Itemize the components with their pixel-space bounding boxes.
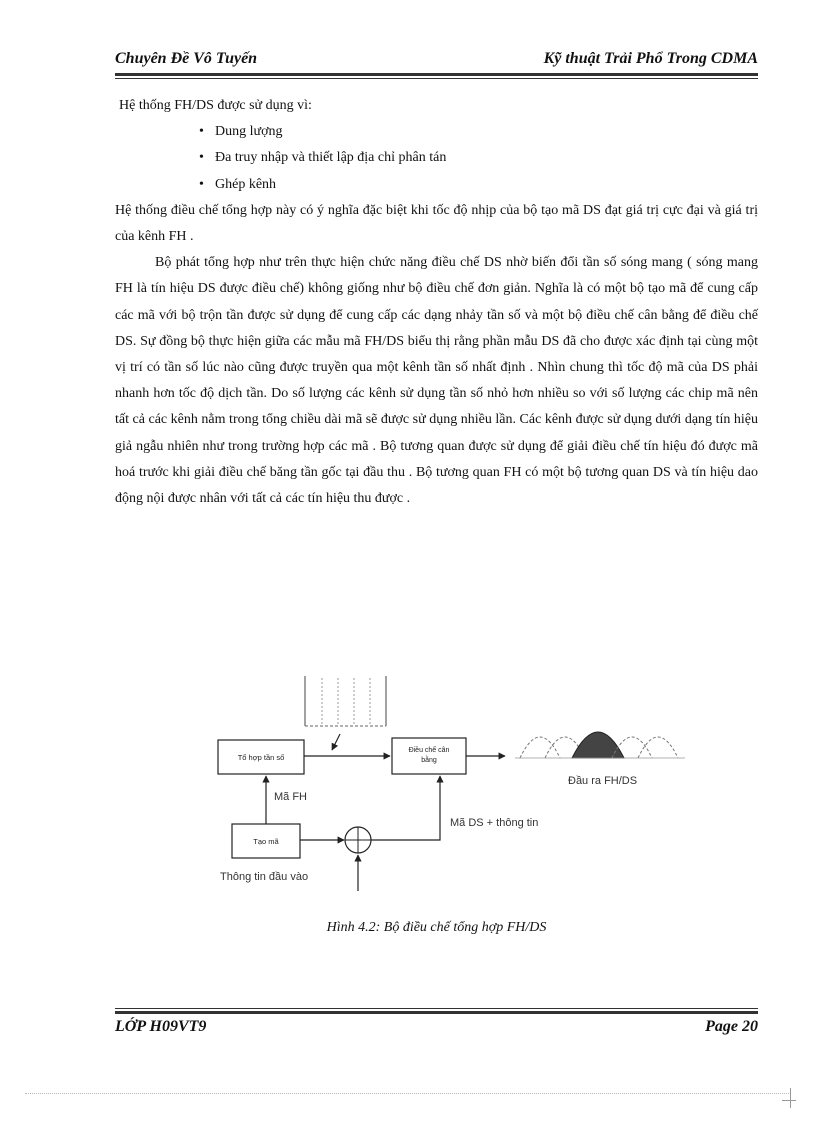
fh-ds-modulator-diagram [210,676,690,896]
footer-rule-thin [115,1008,758,1009]
balanced-modulator-box [392,738,466,774]
bullet-item: • Dung lượng [203,119,758,145]
fh-code-label: Mã FH [274,791,307,803]
header-left-title: Chuyên Đề Vô Tuyến [115,50,258,67]
footer-class: LỚP H09VT9 [115,1018,207,1035]
mixer-to-mod-line [371,776,440,840]
page-header [115,50,758,72]
footer-page-number: Page 20 [705,1018,758,1035]
body-text [115,93,758,512]
input-label: Thông tin đầu vào [220,871,309,883]
modulator-label-1: Điều chế cân [408,747,450,754]
header-right-title: Kỹ thuật Trải Phổ Trong CDMA [543,50,758,67]
synthesizer-label: Tổ hợp tần số [237,753,285,762]
header-rule-thin [115,78,758,79]
intro-line: Hệ thống FH/DS được sử dụng vì: [119,98,312,113]
bars-arrow [332,734,340,750]
paragraph-1: Hệ thống điều chế tổng hợp này có ý nghĩa đặc biệt khi tốc độ nhịp của bộ tạo mã DS đạt giá trị cực đại và giá trị của kênh FH . [115,202,758,245]
bullet-list [115,119,758,198]
code-generator-label: Tạo mã [253,837,279,846]
output-spectrum [515,732,685,758]
crop-mark-vertical [790,1088,791,1108]
bullet-item: • Đa truy nhập và thiết lập địa chỉ phân tán [203,145,758,171]
page-footer [115,1018,758,1040]
paragraph-2: Bộ phát tổng hợp như trên thực hiện chức năng điều chế DS nhờ biến đổi tần số sóng mang ( sóng mang FH là tín hiệu DS được điều chế) không giống như bộ điều chế đơn giản. Nghĩa là có một bộ tạo mã để cung cấp các mã với bộ trộn tần được sử dụng để cung cấp các dạng nhảy tần số và một bộ điều chế cân bằng để điều chế DS. Sự đồng bộ thực hiện giữa các mẫu mã FH/DS biểu thị rằng phần mẫu DS đã cho được xác định tại cùng một vị trí có tần số lúc nào cũng được truyền qua một kênh tần số nhất định . Nhìn chung thì tốc độ mã của DS phải nhanh hơn tốc độ dịch tần. Do số lượng các kênh sử dụng tần số nhỏ hơn nhiều so với số lượng các chip mã nên tất cả các kênh nằm trong tổng chiều dài mã sẽ được sử dụng nhiều lần. Các kênh được sử dụng dưới dạng tín hiệu giả ngẫu nhiên như trong trường hợp các mã . Bộ tương quan được sử dụng để giải điều chế tín hiệu đó được mã hoá trước khi giải điều chế băng tần gốc tại đầu thu . Bộ tương quan FH có một bộ tương quan DS và tín hiệu dao động nội được nhân với tất cả các tín hiệu thu được . [115,255,758,507]
figure-caption: Hình 4.2: Bộ điều chế tổng hợp FH/DS [326,920,547,935]
modulator-label-2: bằng [421,757,437,764]
bullet-item: • Ghép kênh [203,172,758,198]
crop-mark-horizontal [782,1100,796,1101]
ds-info-label: Mã DS + thông tin [450,817,539,829]
output-label: Đầu ra FH/DS [568,775,638,787]
frequency-bars [305,676,386,726]
page-bottom-dotted-rule [25,1093,791,1094]
header-rule-thick [115,73,758,76]
footer-rule-thick [115,1011,758,1014]
